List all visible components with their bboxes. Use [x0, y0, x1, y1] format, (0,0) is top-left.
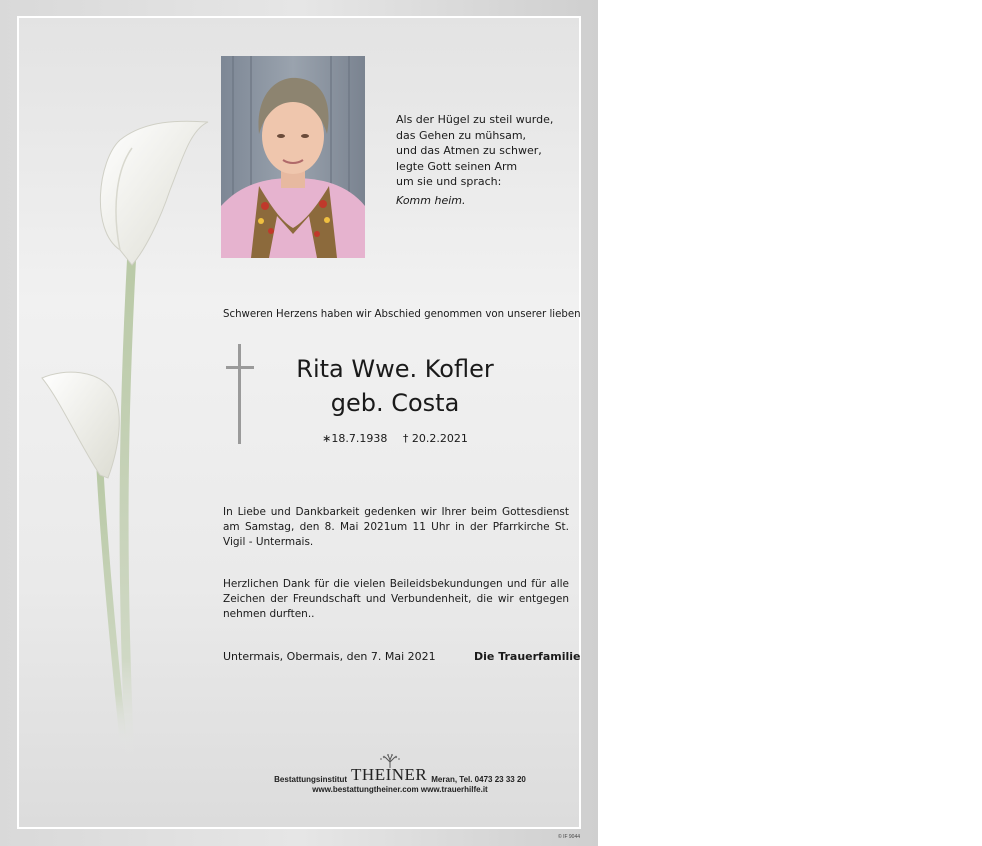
deceased-birth-name: geb. Costa [330, 389, 460, 417]
signature: Die Trauerfamilie [474, 650, 581, 663]
calla-lily-illustration [20, 100, 220, 780]
tree-icon [377, 754, 403, 768]
deceased-name-block [270, 352, 520, 420]
poem-line: Als der Hügel zu steil wurde, [396, 113, 554, 126]
life-dates [270, 432, 520, 445]
poem-line: das Gehen zu mühsam, [396, 128, 527, 142]
poem [396, 112, 576, 208]
copyright-note: © IF 9044 [558, 834, 581, 840]
intro-text: Schweren Herzens haben wir Abschied genommen von unserer lieben [223, 309, 581, 320]
lily-flower-short [42, 372, 119, 478]
poem-line: um sie und sprach: [396, 175, 502, 188]
birth-date: ∗18.7.1938 [322, 432, 388, 445]
poem-closing: Komm heim. [396, 193, 466, 207]
death-date: † 20.2.2021 [402, 432, 468, 445]
service-paragraph: In Liebe und Dankbarkeit gedenken wir Ihrer beim Gottesdienst am Samstag, den 8. Mai 2021um 11 Uhr in der Pfarrkirche St. Vigil - Untermais. [223, 506, 569, 548]
funeral-home-logo [351, 766, 427, 784]
poem-line: und das Atmen zu schwer, [396, 144, 542, 157]
cross-icon [226, 344, 254, 444]
thanks-paragraph: Herzlichen Dank für die vielen Beileidsbekundungen und für alle Zeichen der Freundschaft und Verbundenheit, die wir entgegen nehmen durften.. [223, 578, 569, 620]
portrait-photo [221, 56, 365, 258]
footer-prefix: Bestattungsinstitut [274, 775, 348, 784]
brand-name: THEINER [351, 765, 428, 784]
funeral-home-footer [230, 766, 570, 794]
place-date: Untermais, Obermais, den 7. Mai 2021 [223, 650, 436, 663]
lily-stem-tall [124, 250, 132, 760]
footer-websites: www.bestattungtheiner.com www.trauerhilfe.it [312, 785, 488, 794]
deceased-name: Rita Wwe. Kofler [296, 355, 494, 383]
poem-line: legte Gott seinen Arm [396, 159, 518, 173]
footer-contact: Meran, Tel. 0473 23 33 20 [431, 775, 526, 784]
